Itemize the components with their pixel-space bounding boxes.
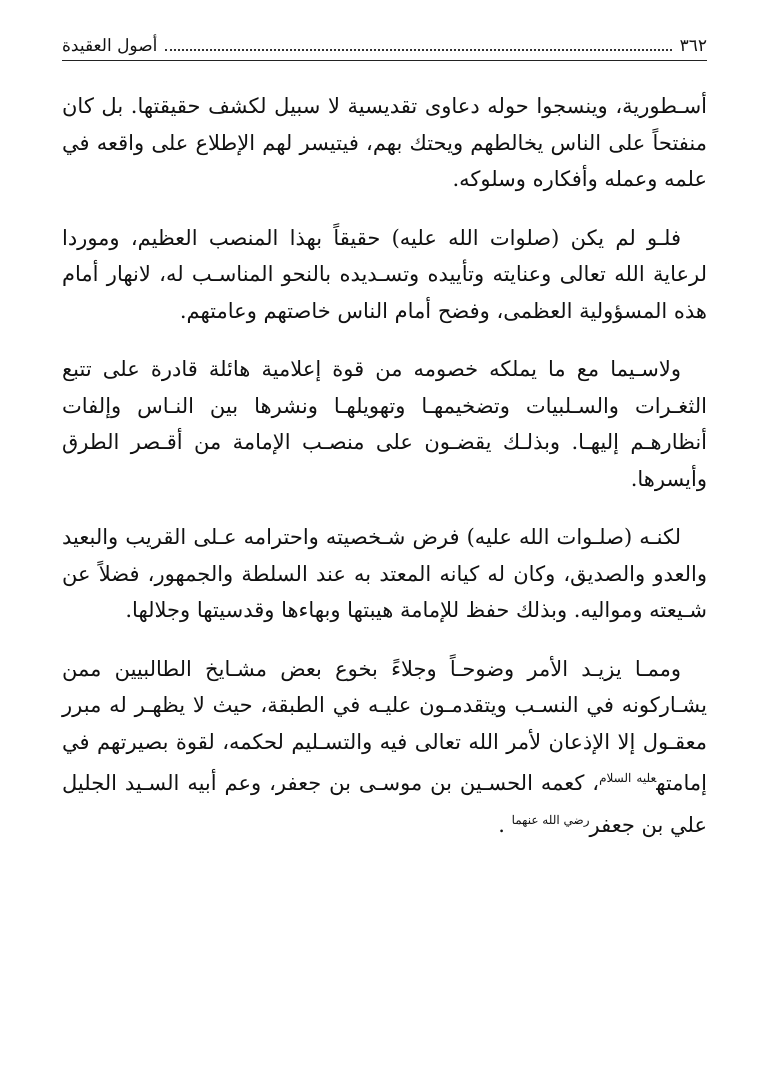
header-rule <box>62 60 707 61</box>
honorific-symbol: عليه السلام <box>599 771 657 785</box>
body-text <box>62 88 707 865</box>
paragraph-5-middle: ، كعمه الحسـين بن موسـى بن جعفر، وعم أبيه السـيد الجليل علي بن جعفر <box>62 771 707 837</box>
paragraph-5-end: . <box>498 812 512 837</box>
book-title: أصول العقيدة <box>62 36 158 56</box>
paragraph-5-main: وممـا يزيـد الأمر وضوحـاً وجلاءً بخوع بعض مشـايخ الطالبيين ممن يشـاركونه في النسـب ويتقدمـون عليـه في الطبقة، حيث لا يظهـر له مبرر معقـول إلا الإذعان لأمر الله تعالى فيه والتسـليم لحكمه، لقوة بصيرتهم في إمامته <box>62 656 707 795</box>
paragraph-2: فلـو لم يكن (صلوات الله عليه) حقيقاً بهذا المنصب العظيم، وموردا لرعاية الله تعالى وعنايته وتأييده وتسـديده بالنحو المناسـب له، لانهار أمام هذه المسؤولية العظمى، وفضح أمام الناس خاصتهم وعامتهم. <box>62 225 707 323</box>
paragraph-4: لكنـه (صلـوات الله عليه) فرض شـخصيته واحترامه عـلى القريب والبعيد والعدو والصديق، وكان له كيانه المعتد به عند السلطة والجمهور، فضلاً عن شـيعته ومواليه. وبذلك حفظ للإمامة هيبتها وبهاءها وقدسيتها وجلالها. <box>62 525 707 622</box>
header-leader-dots <box>165 48 671 51</box>
honorific-symbol-dual: رضي الله عنهما <box>511 812 590 827</box>
paragraph-1: أسـطورية، وينسجوا حوله دعاوى تقديسية لا سبيل لكشف حقيقتها. بل كان منفتحاً على الناس يخالطهم ويحتك بهم، فيتيسر لهم الإطلاع على واقعه في علمه وعمله وأفكاره وسلوكه. <box>62 94 708 191</box>
running-header <box>62 30 707 58</box>
paragraph-3: ولاسـيما مع ما يملكه خصومه من قوة إعلامية هائلة قادرة على تتبع الثغـرات والسـلبيات وتضخيمهـا وتهويلهـا ونشرها بين النـاس وإلفات أنظارهـم إليهـا. وبذلـك يقضـون على منصـب الإمامة من أقـصر الطرق وأيسرها. <box>62 357 707 491</box>
paragraph-5 <box>62 651 707 844</box>
page-number: ٣٦٢ <box>679 36 707 56</box>
